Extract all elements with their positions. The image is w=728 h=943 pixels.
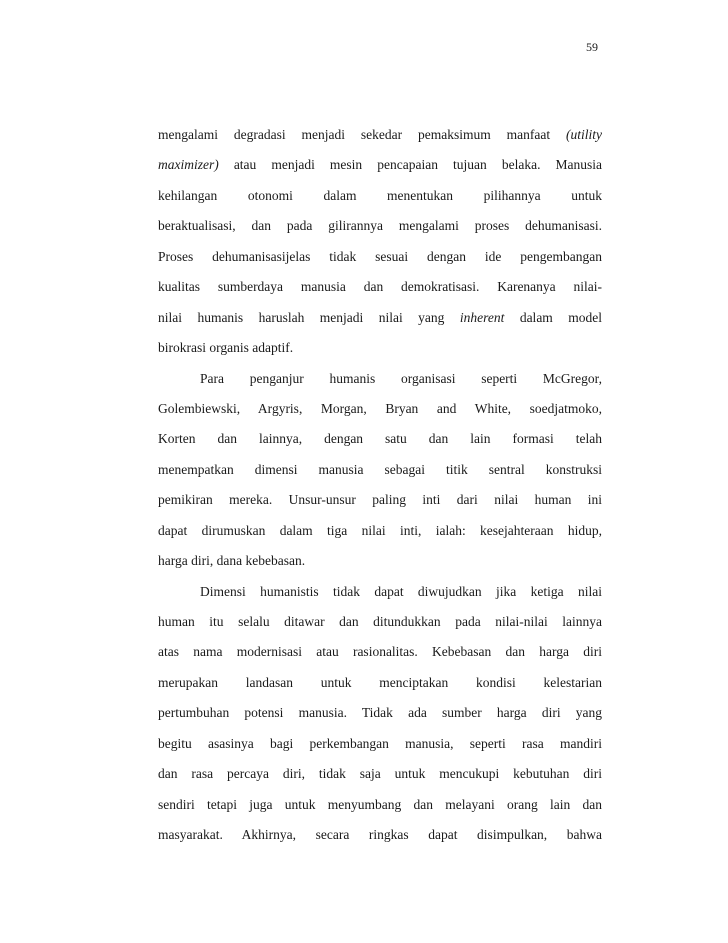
italic-text: maximizer) [158,157,219,173]
text-line [158,820,602,850]
text-line [158,211,602,241]
text-line [158,790,602,820]
text-line [158,120,602,150]
text-line [158,668,602,698]
text-line [158,759,602,789]
text-line [158,516,602,546]
text-run: atas nama modernisasi atau rasionalitas. Kebebasan dan harga diri [158,644,602,660]
text-run: merupakan landasan untuk menciptakan kondisi kelestarian [158,674,602,690]
text-run: sendiri tetapi juga untuk menyumbang dan melayani orang lain dan [158,796,602,812]
text-line [158,546,602,576]
text-run: beraktualisasi, dan pada gilirannya mengalami proses dehumanisasi. [158,218,602,234]
text-line [158,698,602,728]
text-run: harga diri, dana kebebasan. [158,553,306,569]
text-run: Korten dan lainnya, dengan satu dan lain formasi telah [158,431,602,447]
text-run: kehilangan otonomi dalam menentukan pilihannya untuk [158,187,602,203]
text-run: kualitas sumberdaya manusia dan demokratisasi. Karenanya nilai- [158,279,602,295]
text-line [158,455,602,485]
text-run: dalam model [504,309,602,325]
text-run: nilai humanis haruslah menjadi nilai yang [158,309,460,325]
text-line [158,577,602,607]
text-line [158,364,602,394]
text-line [158,303,602,333]
text-run: pemikiran mereka. Unsur-unsur paling inti dari nilai human ini [158,492,602,508]
text-line [158,729,602,759]
text-run: menempatkan dimensi manusia sebagai titik sentral konstruksi [158,461,602,477]
text-line [158,637,602,667]
text-run: birokrasi organis adaptif. [158,340,294,356]
text-run: dapat dirumuskan dalam tiga nilai inti, ialah: kesejahteraan hidup, [158,522,602,538]
text-run: begitu asasinya bagi perkembangan manusia, seperti rasa mandiri [158,735,602,751]
text-run: Dimensi humanistis tidak dapat diwujudkan jika ketiga nilai [200,583,602,599]
page-number: 59 [586,40,598,54]
text-run: Proses dehumanisasijelas tidak sesuai dengan ide pengembangan [158,248,602,264]
text-run: mengalami degradasi menjadi sekedar pemaksimum manfaat [158,127,566,142]
text-run: dan rasa percaya diri, tidak saja untuk mencukupi kebutuhan diri [158,766,602,782]
text-line [158,424,602,454]
italic-text: inherent [459,309,505,325]
text-line [158,394,602,424]
text-run: pertumbuhan potensi manusia. Tidak ada sumber harga diri yang [158,705,602,721]
text-run: Golembiewski, Argyris, Morgan, Bryan and White, soedjatmoko, [158,400,602,416]
text-line [158,607,602,637]
document-body [158,120,602,851]
text-line [158,272,602,302]
text-line [158,181,602,211]
text-line [158,485,602,515]
text-line [158,150,602,180]
text-run: atau menjadi mesin pencapaian tujuan belaka. Manusia [218,157,602,173]
text-run: human itu selalu ditawar dan ditundukkan pada nilai-nilai lainnya [158,614,602,629]
text-run: Para penganjur humanis organisasi seperti McGregor, [200,370,602,386]
italic-text: (utility [566,127,602,142]
text-line [158,333,602,363]
text-run: masyarakat. Akhirnya, secara ringkas dapat disimpulkan, bahwa [158,827,602,843]
text-line [158,242,602,272]
